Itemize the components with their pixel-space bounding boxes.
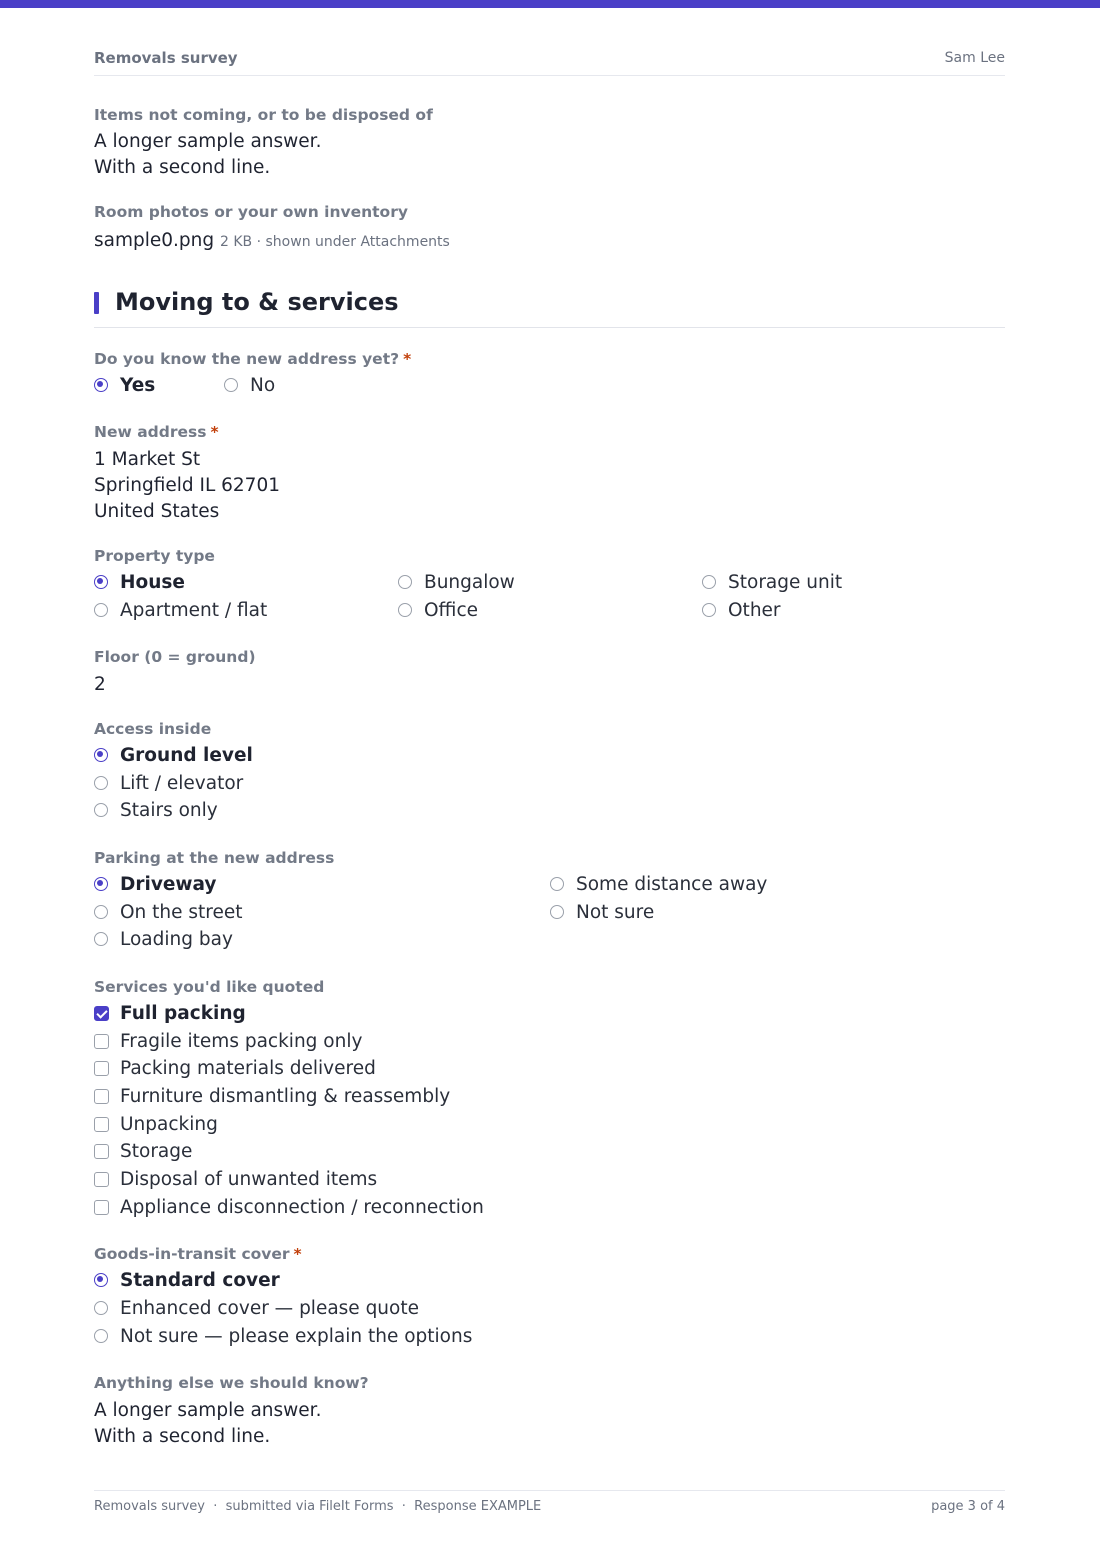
option-label: Loading bay	[120, 929, 233, 950]
question-text: Do you know the new address yet?	[94, 350, 400, 368]
answer-line: A longer sample answer.	[94, 1400, 322, 1421]
option-label: Unpacking	[120, 1114, 218, 1135]
checkbox-empty-icon	[94, 1089, 109, 1104]
room-photos-label: Room photos or your own inventory	[94, 203, 408, 221]
attachment-meta: 2 KB · shown under Attachments	[220, 234, 450, 250]
section-title: Moving to & services	[115, 288, 399, 316]
services-label: Services you'd like quoted	[94, 978, 325, 996]
respondent-name: Sam Lee	[944, 50, 1005, 66]
required-mark: *	[210, 423, 219, 441]
checkbox-empty-icon	[94, 1144, 109, 1159]
radio-selected-icon	[94, 575, 108, 589]
section-heading	[94, 288, 1005, 328]
property-type-label: Property type	[94, 547, 215, 565]
option-label: Storage unit	[728, 572, 843, 593]
address-line: United States	[94, 501, 220, 522]
radio-empty-icon	[550, 877, 564, 891]
radio-empty-icon	[702, 603, 716, 617]
question-text: New address	[94, 423, 207, 441]
radio-selected-icon	[94, 748, 108, 762]
radio-selected-icon	[94, 877, 108, 891]
option-label: Fragile items packing only	[120, 1031, 363, 1052]
option-label: Other	[728, 600, 781, 621]
page-number: page 3 of 4	[931, 1499, 1005, 1514]
option-label: Full packing	[120, 1003, 246, 1024]
floor-label: Floor (0 = ground)	[94, 648, 256, 666]
radio-empty-icon	[94, 803, 108, 817]
option-label: Enhanced cover — please quote	[120, 1298, 419, 1319]
attachment-filename[interactable]: sample0.png	[94, 230, 215, 251]
option-label: Appliance disconnection / reconnection	[120, 1197, 484, 1218]
required-mark: *	[293, 1245, 302, 1263]
option-label: Office	[424, 600, 479, 621]
checkbox-empty-icon	[94, 1034, 109, 1049]
access-inside-label: Access inside	[94, 720, 212, 738]
radio-empty-icon	[398, 575, 412, 589]
radio-empty-icon	[550, 905, 564, 919]
section-accent-bar	[94, 292, 99, 314]
radio-empty-icon	[94, 1301, 108, 1315]
required-mark: *	[403, 350, 412, 368]
option-label: Yes	[120, 375, 156, 396]
radio-empty-icon	[702, 575, 716, 589]
new-address-label	[94, 423, 219, 441]
option-label: Driveway	[120, 874, 217, 895]
parking-label: Parking at the new address	[94, 849, 335, 867]
page-header	[94, 49, 1005, 76]
checkbox-empty-icon	[94, 1172, 109, 1187]
option-label: No	[250, 375, 276, 396]
items-not-coming-answer	[94, 129, 321, 181]
anything-else-label: Anything else we should know?	[94, 1374, 369, 1392]
footer-info: Removals survey · submitted via FileIt Forms · Response EXAMPLE	[94, 1499, 542, 1514]
option-label: Not sure — please explain the options	[120, 1326, 473, 1347]
checkbox-empty-icon	[94, 1061, 109, 1076]
option-label: Ground level	[120, 745, 253, 766]
radio-empty-icon	[94, 932, 108, 946]
radio-selected-icon	[94, 378, 108, 392]
radio-empty-icon	[398, 603, 412, 617]
option-label: Furniture dismantling & reassembly	[120, 1086, 451, 1107]
option-label: Packing materials delivered	[120, 1058, 376, 1079]
option-label: On the street	[120, 902, 243, 923]
address-line: 1 Market St	[94, 449, 201, 470]
radio-selected-icon	[94, 1273, 108, 1287]
option-label: Storage	[120, 1141, 193, 1162]
radio-empty-icon	[94, 603, 108, 617]
option-label: Not sure	[576, 902, 655, 923]
checkbox-empty-icon	[94, 1200, 109, 1215]
radio-empty-icon	[224, 378, 238, 392]
new-address-known-label	[94, 350, 411, 368]
option-label: Disposal of unwanted items	[120, 1169, 378, 1190]
floor-answer: 2	[94, 674, 106, 695]
answer-line: With a second line.	[94, 157, 271, 178]
items-not-coming-label: Items not coming, or to be disposed of	[94, 106, 433, 124]
radio-empty-icon	[94, 905, 108, 919]
new-address-answer	[94, 447, 280, 525]
answer-line: With a second line.	[94, 1426, 271, 1447]
option-label: Apartment / flat	[120, 600, 268, 621]
cover-label	[94, 1245, 302, 1263]
anything-else-answer	[94, 1398, 321, 1450]
page-footer	[94, 1490, 1005, 1514]
answer-line: A longer sample answer.	[94, 131, 322, 152]
option-label: Lift / elevator	[120, 773, 244, 794]
option-label: Stairs only	[120, 800, 218, 821]
radio-empty-icon	[94, 1329, 108, 1343]
address-line: Springfield IL 62701	[94, 475, 280, 496]
checkbox-checked-icon	[94, 1006, 109, 1021]
form-title: Removals survey	[94, 49, 238, 67]
radio-empty-icon	[94, 776, 108, 790]
top-accent-bar	[0, 0, 1100, 8]
option-label: Bungalow	[424, 572, 515, 593]
question-text: Goods-in-transit cover	[94, 1245, 290, 1263]
room-photos-answer	[94, 228, 450, 255]
option-label: House	[120, 572, 185, 593]
checkbox-empty-icon	[94, 1117, 109, 1132]
option-label: Standard cover	[120, 1270, 280, 1291]
option-label: Some distance away	[576, 874, 768, 895]
